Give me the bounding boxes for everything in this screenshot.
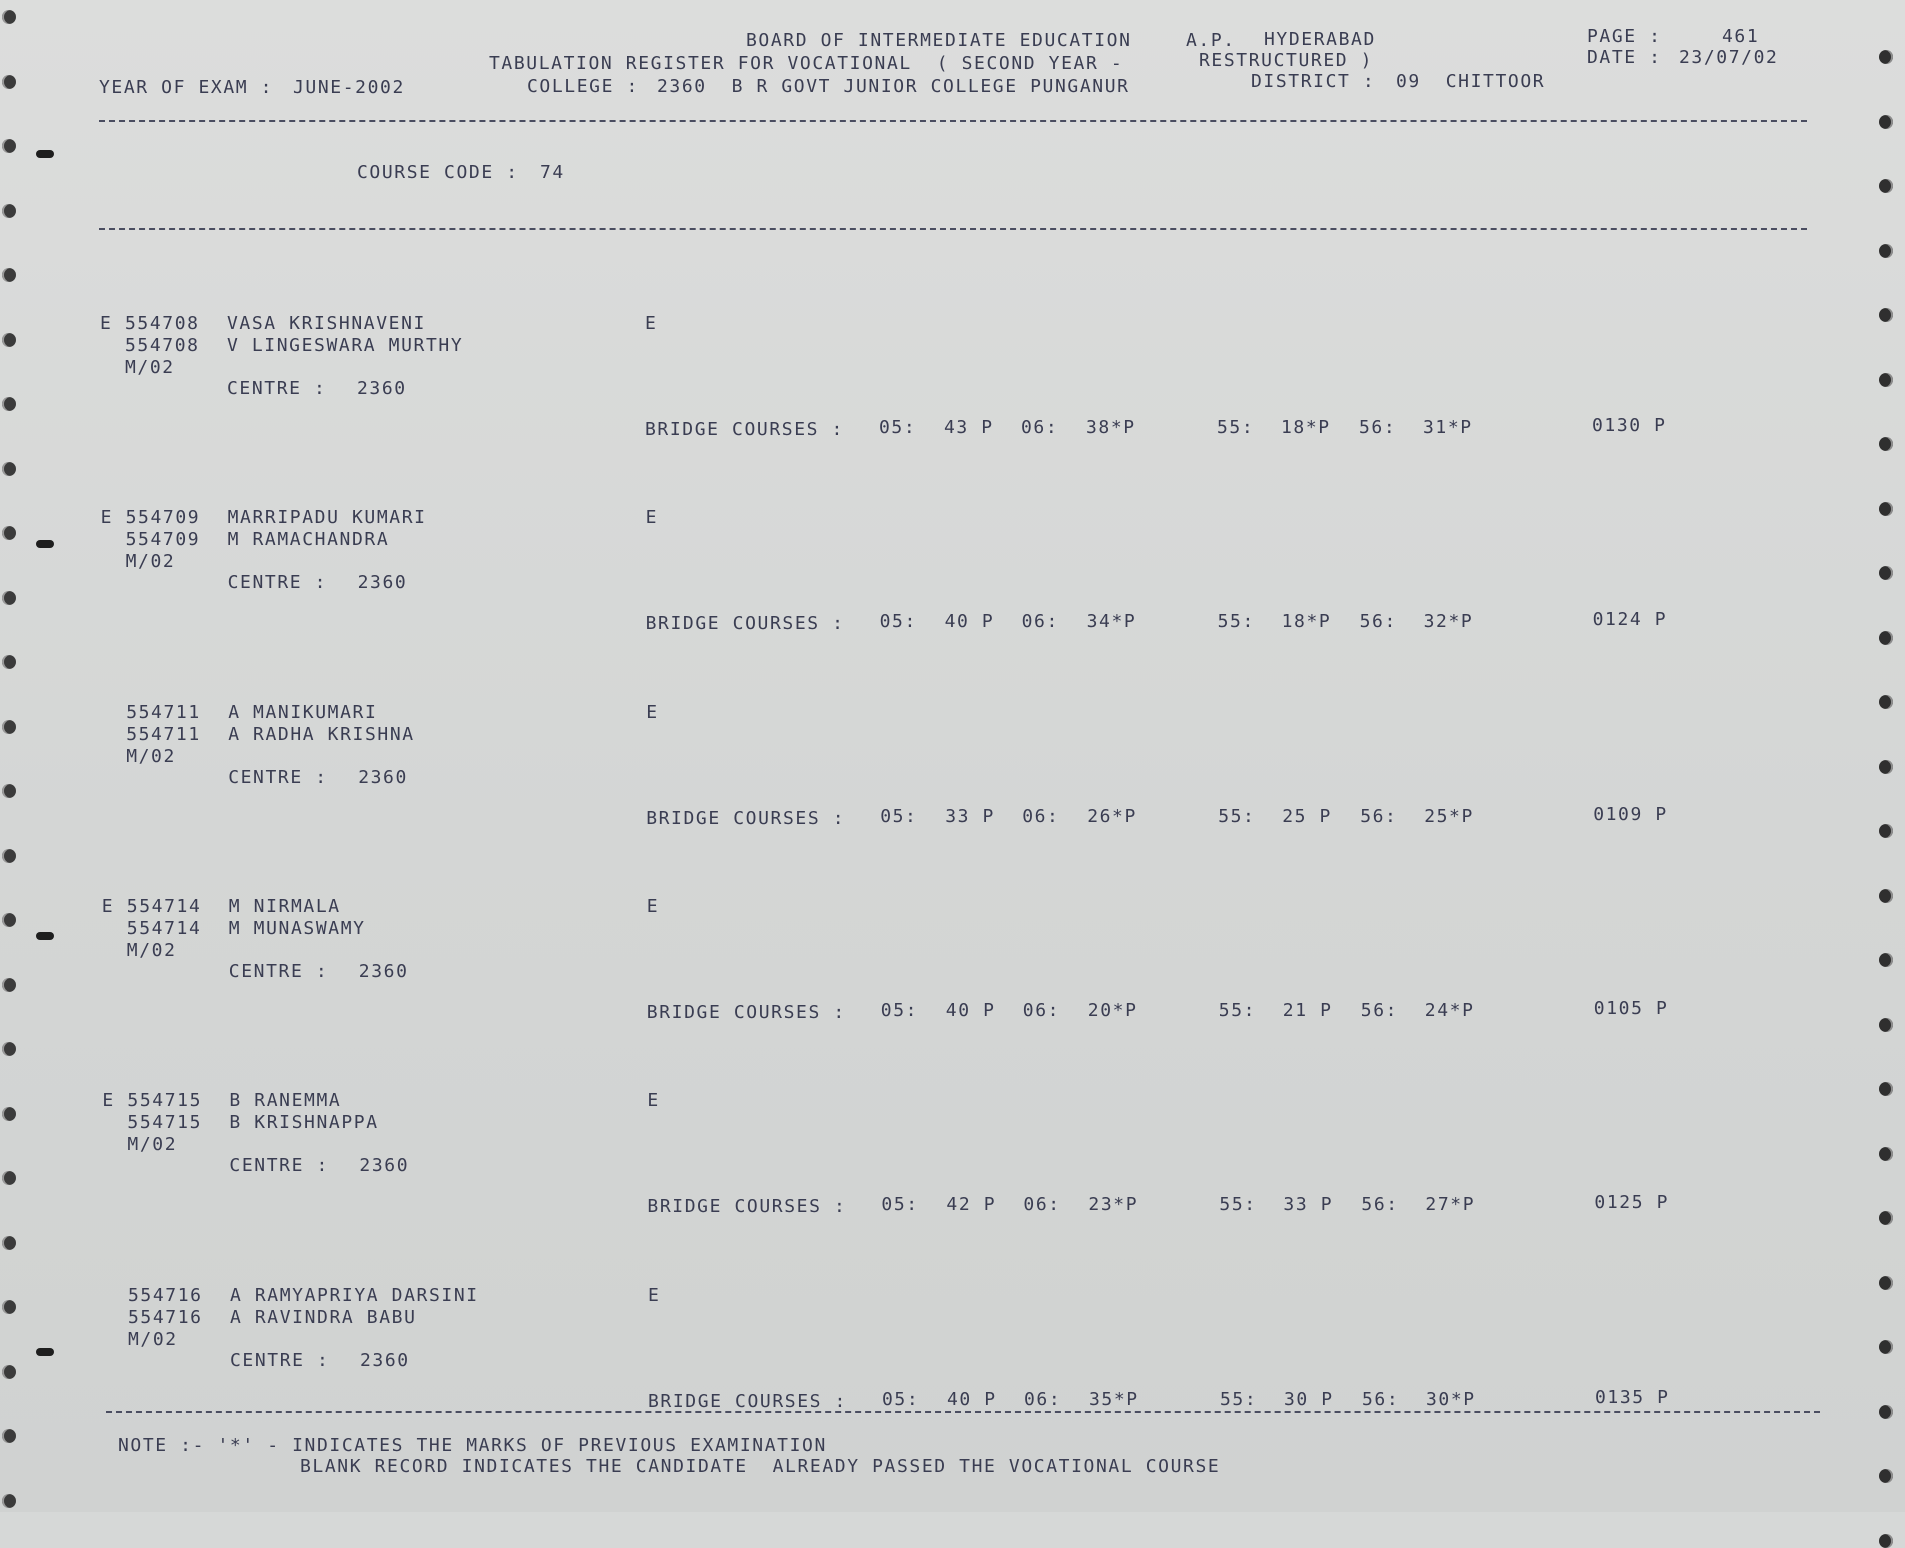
feed-hole (1879, 308, 1893, 322)
feed-hole (2, 1429, 16, 1443)
feed-hole (1879, 373, 1893, 387)
record-father: A RAVINDRA BABU (230, 1306, 417, 1328)
punch-mark (36, 150, 54, 158)
record-s1-code: 05: (879, 417, 917, 438)
record-name: VASA KRISHNAVENI (227, 313, 426, 334)
record-s4-mark: 24*P (1424, 999, 1475, 1021)
feed-hole (2, 978, 16, 992)
record-hallticket: 554714 (126, 895, 202, 917)
record-s3-code: 55: (1217, 611, 1255, 633)
record-s4-code: 56: (1359, 417, 1397, 438)
header-divider (99, 120, 1807, 122)
record-total: 0130 P (1592, 415, 1667, 436)
record-regno: 554714 (126, 917, 202, 939)
record-centre-label: CENTRE : (228, 766, 328, 788)
city-name: HYDERABAD (1264, 29, 1376, 50)
feed-hole (2, 268, 16, 282)
district-value: 09 CHITTOOR (1396, 71, 1546, 92)
record-bridge-label: BRIDGE COURSES : (648, 1390, 847, 1412)
college-value: 2360 B R GOVT JUNIOR COLLEGE PUNGANUR (657, 76, 1130, 97)
record-s4-code: 56: (1361, 1194, 1399, 1216)
feed-hole (1879, 566, 1893, 580)
record-s1-code: 05: (881, 1194, 919, 1216)
feed-hole (1879, 631, 1893, 645)
record-centre: 2360 (358, 766, 408, 788)
record-s1-mark: 42 P (946, 1194, 997, 1216)
record-centre-label: CENTRE : (229, 1155, 329, 1177)
record-s1-mark: 43 P (944, 417, 994, 438)
record-name: B RANEMMA (229, 1090, 342, 1112)
record-s2-mark: 26*P (1087, 805, 1137, 827)
record-month: M/02 (125, 357, 175, 378)
record-bridge-label: BRIDGE COURSES : (645, 419, 844, 440)
feed-hole (1879, 1340, 1893, 1354)
record-s3-code: 55: (1218, 999, 1257, 1021)
feed-hole (2, 462, 16, 476)
record-regno: 554716 (128, 1306, 203, 1328)
feed-hole (2, 655, 16, 669)
record-month: M/02 (126, 939, 177, 961)
feed-hole (1879, 1534, 1893, 1548)
record-s3-mark: 33 P (1283, 1194, 1334, 1216)
page-number: 461 (1722, 26, 1760, 47)
feed-hole (2, 913, 16, 927)
feed-hole (2, 720, 16, 734)
feed-hole (2, 1236, 16, 1250)
note-line-1: NOTE :- '*' - INDICATES THE MARKS OF PREVIOUS EXAMINATION (118, 1435, 827, 1456)
note-line-2: BLANK RECORD INDICATES THE CANDIDATE ALREADY PASSED THE VOCATIONAL COURSE (300, 1456, 1221, 1477)
record-s1-code: 05: (879, 611, 917, 633)
feed-hole (2, 849, 16, 863)
record-stream: E (646, 701, 659, 723)
feed-hole (1879, 1469, 1893, 1483)
record-total: 0125 P (1594, 1192, 1670, 1214)
record-stream: E (645, 313, 658, 334)
feed-hole (2, 784, 16, 798)
feed-hole (1879, 179, 1893, 193)
record-regno: 554711 (126, 723, 201, 745)
feed-hole (1879, 1211, 1893, 1225)
record-s2-code: 06: (1021, 417, 1059, 438)
feed-hole (1879, 1147, 1893, 1161)
feed-hole (2, 204, 16, 218)
board-name: BOARD OF INTERMEDIATE EDUCATION (746, 30, 1132, 51)
feed-hole (1879, 1276, 1893, 1290)
page-label: PAGE : (1587, 26, 1662, 47)
record-father: V LINGESWARA MURTHY (227, 335, 464, 356)
feed-hole (1879, 437, 1893, 451)
record-s1-code: 05: (880, 999, 919, 1021)
record-s2-code: 06: (1022, 805, 1060, 827)
record-s4-mark: 27*P (1425, 1194, 1476, 1216)
record-s2-mark: 23*P (1088, 1194, 1139, 1216)
record-bridge-label: BRIDGE COURSES : (647, 1196, 847, 1218)
feed-hole (1879, 50, 1893, 64)
record-s1-mark: 40 P (944, 611, 995, 633)
record-s2-mark: 35*P (1089, 1388, 1139, 1410)
exam-year-value: JUNE-2002 (293, 77, 405, 98)
record-s1-mark: 40 P (945, 999, 996, 1021)
record-centre: 2360 (358, 960, 409, 982)
record-stream: E (648, 1284, 661, 1306)
record-father: M MUNASWAMY (228, 917, 366, 939)
feed-hole (1879, 695, 1893, 709)
course-code-label: COURSE CODE : (357, 162, 519, 183)
record-centre-label: CENTRE : (227, 572, 328, 594)
state-name: A.P. (1186, 30, 1236, 51)
record-centre: 2360 (357, 572, 408, 594)
record-s1-mark: 40 P (947, 1388, 997, 1410)
feed-hole (1879, 1082, 1893, 1096)
footer-divider (106, 1411, 1820, 1413)
record-month: M/02 (126, 745, 176, 767)
feed-hole (2, 333, 16, 347)
record-regno: 554715 (127, 1112, 203, 1134)
record-centre-label: CENTRE : (227, 378, 327, 399)
punch-mark (36, 1348, 54, 1356)
course-code-value: 74 (540, 162, 565, 183)
feed-hole (2, 75, 16, 89)
exam-year-label: YEAR OF EXAM : (99, 77, 274, 98)
record-s3-mark: 18*P (1281, 417, 1331, 438)
record-father: M RAMACHANDRA (227, 529, 390, 551)
feed-hole (2, 1494, 16, 1508)
record-flag: E (100, 313, 113, 334)
record-s4-mark: 25*P (1424, 805, 1474, 827)
record-s3-mark: 30 P (1284, 1388, 1334, 1410)
feed-hole (2, 1107, 16, 1121)
record-bridge-label: BRIDGE COURSES : (646, 1001, 846, 1023)
record-s4-code: 56: (1359, 611, 1397, 633)
record-flag: E (102, 1090, 115, 1112)
feed-hole (2, 591, 16, 605)
record-centre-label: CENTRE : (230, 1349, 330, 1371)
record-stream: E (645, 507, 659, 529)
record-name: A MANIKUMARI (228, 701, 378, 723)
record-s3-code: 55: (1220, 1388, 1258, 1410)
record-bridge-label: BRIDGE COURSES : (646, 807, 846, 829)
feed-hole (2, 526, 16, 540)
course-divider (99, 228, 1807, 230)
record-flag: E (101, 895, 115, 917)
record-s4-code: 56: (1360, 999, 1399, 1021)
record-s1-mark: 33 P (945, 805, 995, 827)
record-regno: 554709 (125, 529, 201, 551)
register-title: TABULATION REGISTER FOR VOCATIONAL ( SECOND YEAR - (489, 53, 1124, 74)
record-s1-code: 05: (880, 805, 918, 827)
date-label: DATE : (1587, 47, 1662, 68)
record-hallticket: 554709 (125, 507, 201, 529)
feed-hole (1879, 953, 1893, 967)
record-name: M NIRMALA (228, 895, 341, 917)
feed-hole (2, 1300, 16, 1314)
record-s2-code: 06: (1021, 611, 1059, 633)
record-stream: E (647, 1090, 660, 1112)
record-stream: E (646, 895, 660, 917)
record-centre: 2360 (357, 378, 407, 399)
record-centre: 2360 (359, 1155, 410, 1177)
record-bridge-label: BRIDGE COURSES : (645, 613, 845, 635)
feed-hole (2, 1042, 16, 1056)
record-s4-code: 56: (1362, 1388, 1400, 1410)
record-flag: E (100, 507, 114, 529)
record-father: A RADHA KRISHNA (228, 723, 415, 745)
record-total: 0109 P (1593, 803, 1668, 825)
record-hallticket: 554711 (126, 701, 201, 723)
record-s2-mark: 34*P (1086, 611, 1137, 633)
record-s2-code: 06: (1024, 1388, 1062, 1410)
record-s3-code: 55: (1218, 805, 1256, 827)
district-label: DISTRICT : (1251, 71, 1376, 92)
record-total: 0135 P (1595, 1386, 1670, 1408)
record-s4-mark: 32*P (1423, 611, 1474, 633)
feed-hole (2, 1365, 16, 1379)
punch-mark (36, 932, 54, 940)
feed-hole (2, 397, 16, 411)
feed-hole (2, 139, 16, 153)
record-s4-mark: 30*P (1426, 1388, 1476, 1410)
record-s2-mark: 20*P (1087, 999, 1138, 1021)
feed-hole (2, 1171, 16, 1185)
record-name: MARRIPADU KUMARI (227, 507, 427, 529)
feed-hole (1879, 244, 1893, 258)
record-centre-label: CENTRE : (228, 960, 329, 982)
record-s3-mark: 18*P (1281, 611, 1332, 633)
feed-hole (1879, 889, 1893, 903)
feed-hole (1879, 115, 1893, 129)
record-s1-code: 05: (882, 1388, 920, 1410)
record-month: M/02 (125, 551, 176, 573)
record-hallticket: 554716 (128, 1284, 203, 1306)
feed-hole (1879, 824, 1893, 838)
record-s3-mark: 21 P (1282, 999, 1333, 1021)
record-s2-mark: 38*P (1086, 417, 1136, 438)
record-father: B KRISHNAPPA (229, 1112, 379, 1134)
punch-mark (36, 540, 54, 548)
record-s2-code: 06: (1022, 999, 1061, 1021)
record-total: 0124 P (1592, 609, 1668, 631)
record-total: 0105 P (1593, 997, 1669, 1019)
record-s3-mark: 25 P (1282, 805, 1332, 827)
record-regno: 554708 (125, 335, 200, 356)
feed-hole (1879, 1405, 1893, 1419)
college-label: COLLEGE : (527, 76, 639, 97)
feed-hole (1879, 502, 1893, 516)
feed-hole (1879, 1018, 1893, 1032)
record-s3-code: 55: (1217, 417, 1255, 438)
record-centre: 2360 (360, 1349, 410, 1371)
record-s3-code: 55: (1219, 1194, 1257, 1216)
record-hallticket: 554708 (125, 313, 200, 334)
record-s2-code: 06: (1023, 1194, 1061, 1216)
record-hallticket: 554715 (127, 1090, 203, 1112)
record-s4-mark: 31*P (1423, 417, 1473, 438)
feed-hole (1879, 760, 1893, 774)
record-month: M/02 (127, 1134, 178, 1156)
feed-hole (2, 10, 16, 24)
restructured-label: RESTRUCTURED ) (1199, 50, 1374, 71)
record-s4-code: 56: (1360, 805, 1398, 827)
report-date: 23/07/02 (1679, 47, 1779, 68)
record-month: M/02 (128, 1328, 178, 1350)
record-name: A RAMYAPRIYA DARSINI (230, 1284, 479, 1306)
